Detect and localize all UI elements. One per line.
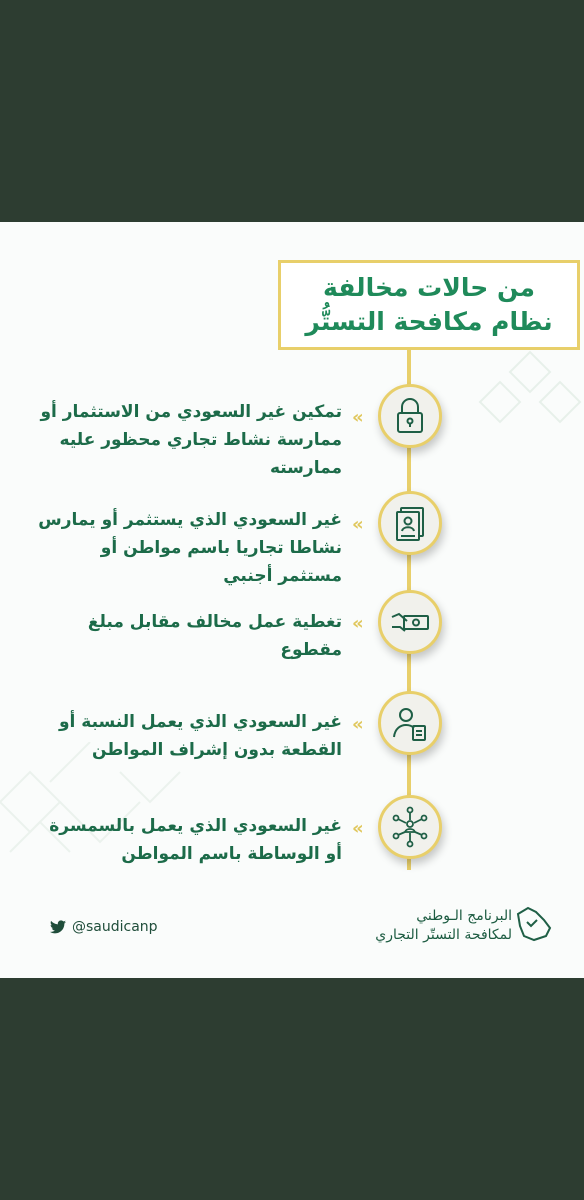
chevron-icon: «	[352, 818, 364, 839]
twitter-icon	[50, 920, 66, 934]
infographic-card	[0, 222, 584, 978]
item-2-text: غير السعودي الذي يستثمر أو يمارس نشاطا تجاريا باسم مواطن أو مستثمر أجنبي	[38, 510, 342, 586]
network-person-icon	[378, 795, 442, 859]
cash-hand-icon	[378, 590, 442, 654]
title-line-2: نظام مكافحة التستُّر	[305, 307, 553, 336]
item-1-text: تمكين غير السعودي من الاستثمار أو ممارسة نشاط تجاري محظور عليه ممارسته	[40, 402, 342, 478]
twitter-handle-text: @saudicanp	[72, 919, 158, 935]
organization-name-line-2: لمكافحة التستّر التجاري	[375, 927, 512, 943]
title-box	[278, 260, 580, 350]
organization-name	[375, 907, 512, 945]
item-3-text: تغطية عمل مخالف مقابل مبلغ مقطوع	[87, 612, 342, 660]
person-document-icon	[378, 691, 442, 755]
footer	[0, 882, 584, 962]
twitter-handle[interactable]	[50, 919, 158, 935]
organization-name-line-1: البرنامج الـوطني	[416, 908, 512, 924]
title-line-1: من حالات مخالفة	[323, 273, 535, 302]
saudi-map-logo-icon	[510, 902, 554, 946]
lock-icon	[378, 384, 442, 448]
chevron-icon: «	[352, 714, 364, 735]
chevron-icon: «	[352, 514, 364, 535]
document-person-icon	[378, 491, 442, 555]
item-5-text: غير السعودي الذي يعمل بالسمسرة أو الوساطة باسم المواطن	[49, 816, 342, 864]
chevron-icon: «	[352, 613, 364, 634]
item-4-text: غير السعودي الذي يعمل النسبة أو القطعة بدون إشراف المواطن	[58, 712, 342, 760]
chevron-icon: «	[352, 407, 364, 428]
